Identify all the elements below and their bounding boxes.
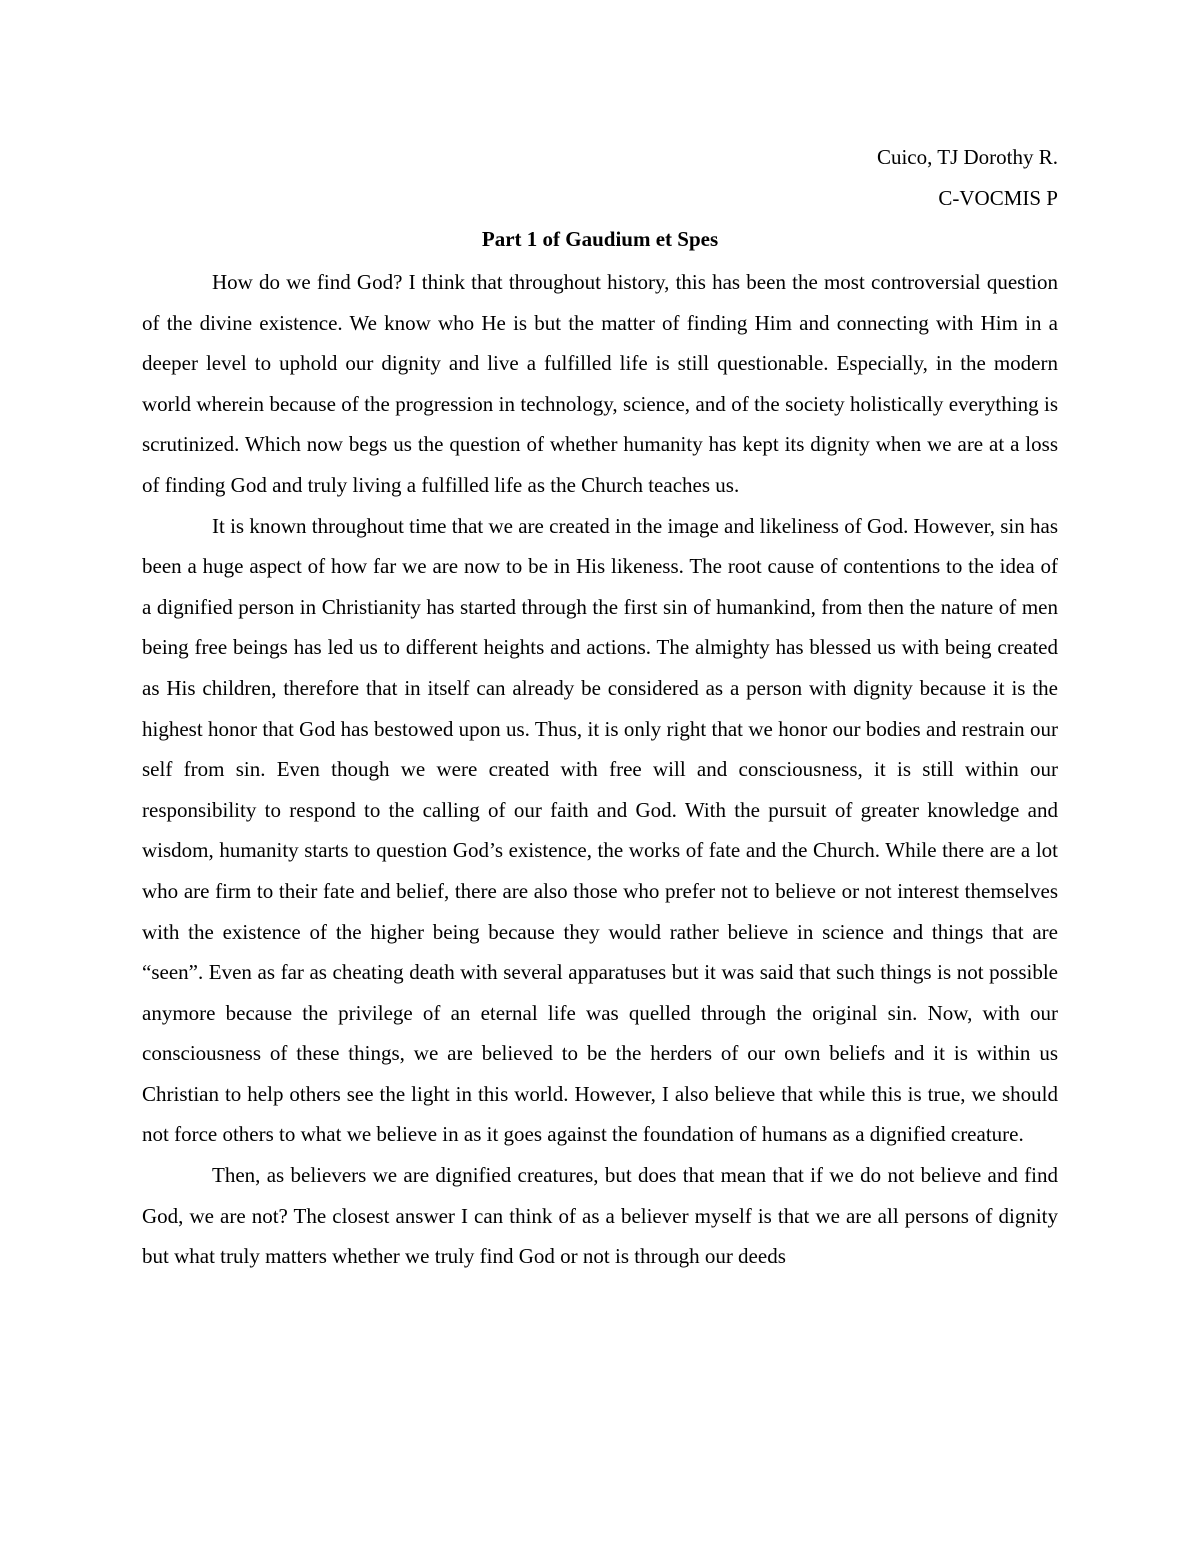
- paragraph-3: Then, as believers we are dignified creatures, but does that mean that if we do not believe and find God, we are not? The closest answer I can think of as a believer myself is that we are all persons of dignity but what truly matters whether we truly find God or not is through our deeds: [142, 1163, 1058, 1269]
- document-body: [142, 262, 1058, 1277]
- paragraph-1: How do we find God? I think that throughout history, this has been the most controversial question of the divine existence. We know who He is but the matter of finding Him and connecting with Him in a deeper level to uphold our dignity and live a fulfilled life is still questionable. Especially, in the modern world wherein because of the progression in technology, science, and of the society holistically everything is scrutinized. Which now begs us the question of whether humanity has kept its dignity when we are at a loss of finding God and truly living a fulfilled life as the Church teaches us.: [142, 270, 1058, 497]
- paragraph-2: It is known throughout time that we are created in the image and likeliness of God. However, sin has been a huge aspect of how far we are now to be in His likeness. The root cause of contentions to the idea of a dignified person in Christianity has started through the first sin of humankind, from then the nature of men being free beings has led us to different heights and actions. The almighty has blessed us with being created as His children, therefore that in itself can already be considered as a person with dignity because it is the highest honor that God has bestowed upon us. Thus, it is only right that we honor our bodies and restrain our self from sin. Even though we were created with free will and consciousness, it is still within our responsibility to respond to the calling of our faith and God. With the pursuit of greater knowledge and wisdom, humanity starts to question God’s existence, the works of fate and the Church. While there are a lot who are firm to their fate and belief, there are also those who prefer not to believe or not interest themselves with the existence of the higher being because they would rather believe in science and things that are “seen”. Even as far as cheating death with several apparatuses but it was said that such things is not possible anymore because the privilege of an eternal life was quelled through the original sin. Now, with our consciousness of these things, we are believed to be the herders of our own beliefs and it is within us Christian to help others see the light in this world. However, I also believe that while this is true, we should not force others to what we believe in as it goes against the foundation of humans as a dignified creature.: [142, 513, 1058, 1147]
- class-section: C-VOCMIS P: [938, 186, 1058, 210]
- author-name: Cuico, TJ Dorothy R.: [876, 145, 1058, 169]
- document-title: Part 1 of Gaudium et Spes: [481, 227, 719, 251]
